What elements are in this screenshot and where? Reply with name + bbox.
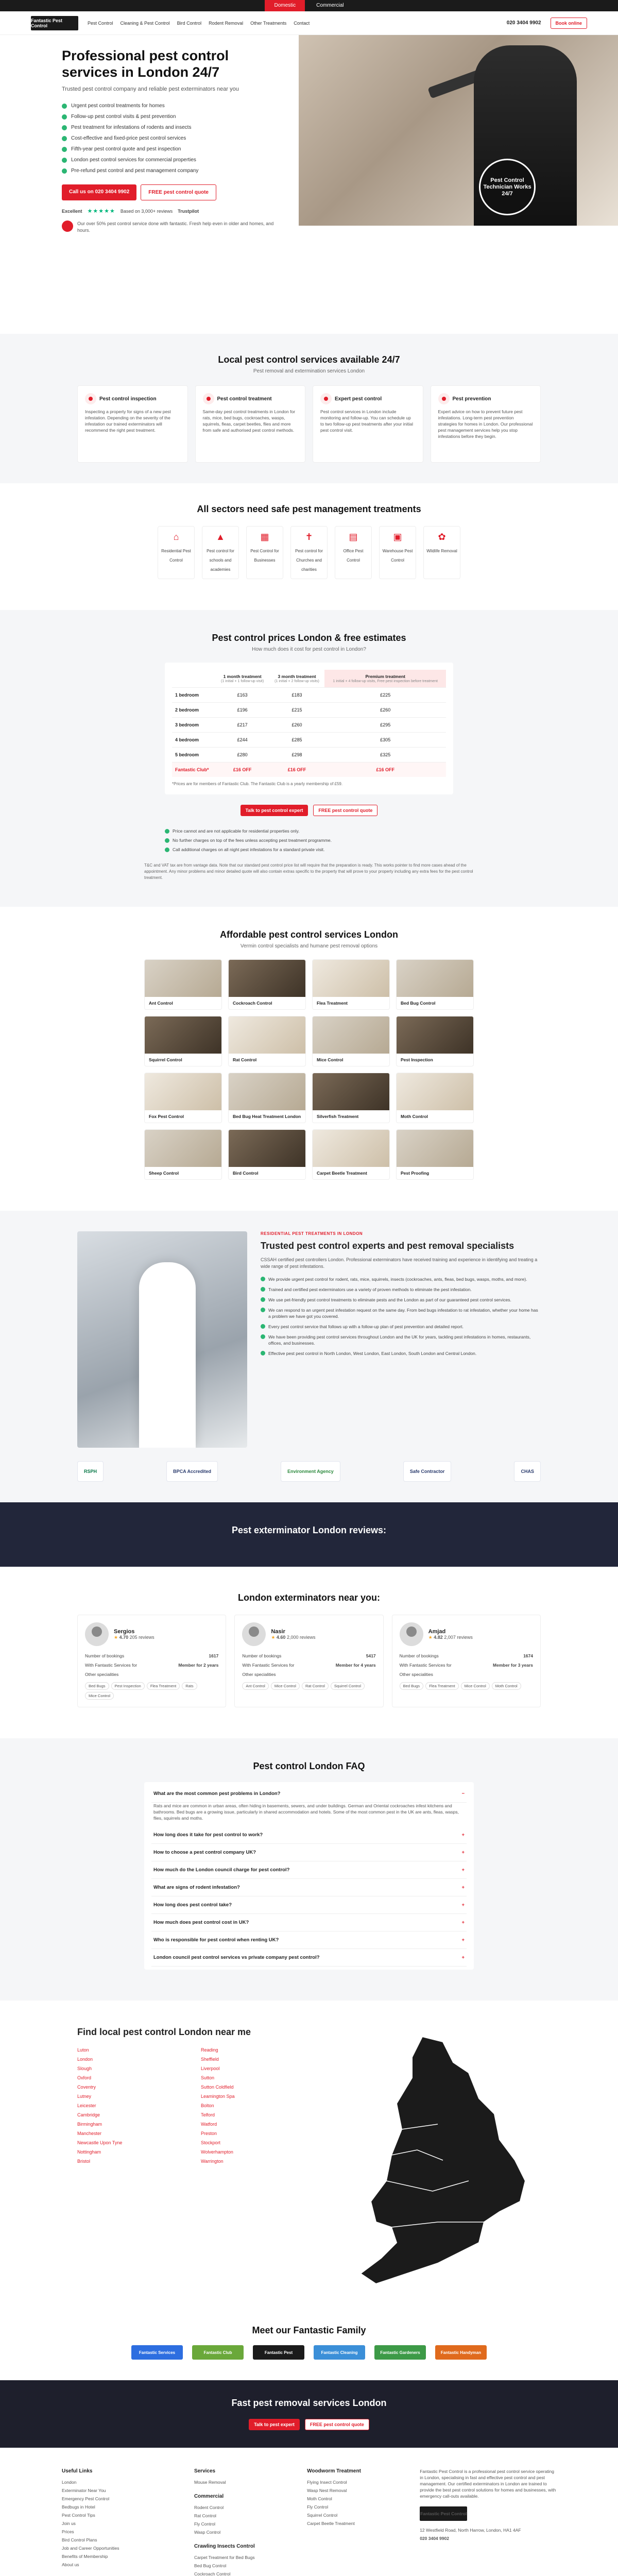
speciality-tag: Bed Bugs <box>85 1682 109 1690</box>
hero-note: Our over 50% pest control service done with fantastic. Fresh help even in older and homes, and hours. <box>62 221 278 234</box>
service-name: Pest Proofing <box>401 1171 430 1176</box>
service-photo <box>145 960 221 997</box>
check-icon <box>62 114 67 120</box>
location-link[interactable]: Stockport <box>201 2140 221 2145</box>
footer-heading: Services <box>194 2468 216 2474</box>
list-item: Effective pest pest control in North London, West London, East London, South London and Central London. <box>261 1348 541 1359</box>
footer-link[interactable]: Bedbugs in Hotel <box>62 2504 95 2510</box>
service-name: Ant Control <box>149 1001 173 1006</box>
avatar <box>85 1622 109 1646</box>
hero-badge: Pest Control Technician Works 24/7 <box>479 159 536 215</box>
footer-link[interactable]: Wasp Control <box>194 2530 221 2535</box>
section-lead: CSSAH certified pest controllers London. Professional exterminators have received training and experience in identifying and treating a wide range of pest infestations. <box>261 1257 538 1269</box>
avatar <box>400 1622 423 1646</box>
speciality-tags <box>85 1682 218 1700</box>
service-photo <box>313 1130 389 1167</box>
service-name: Silverfish Treatment <box>317 1114 359 1119</box>
location-link[interactable]: Lutney <box>77 2094 92 2099</box>
section-title: Pest control prices London & free estimates <box>212 633 406 643</box>
table-row: 1 bedroom £163 £183 £225 <box>172 688 446 703</box>
star-icon: ★ <box>114 1634 118 1640</box>
exterminators-section <box>0 1567 618 1738</box>
speciality-tag: Mice Control <box>271 1682 300 1690</box>
list-item: Call additional charges on all night pest infestations for a standard private visit. <box>165 845 453 854</box>
free-quote-button[interactable]: FREE pest control quote <box>305 2419 369 2430</box>
rsph-logo: RSPH <box>77 1461 104 1482</box>
brand-logo[interactable]: Fantastic Gardeners <box>374 2345 426 2360</box>
section-subtitle: How much does it cost for pest control in London? <box>252 647 366 652</box>
sector-item[interactable]: ⌂ Residential Pest Control <box>158 526 195 579</box>
service-tile[interactable] <box>144 1129 222 1180</box>
location-link[interactable]: London <box>77 2057 93 2062</box>
service-tile[interactable] <box>312 959 390 1010</box>
hero-subtitle: Trusted pest control company and reliable pest exterminators near you <box>62 86 239 92</box>
chas-logo: CHAS <box>514 1461 541 1482</box>
brand-logo[interactable]: Fantastic Club <box>192 2345 244 2360</box>
check-icon <box>62 125 67 130</box>
check-icon <box>261 1351 265 1355</box>
service-tile[interactable] <box>228 1016 306 1066</box>
section-title: Find local pest control London near me <box>77 2027 251 2037</box>
plus-icon: + <box>461 1850 465 1855</box>
rating-stars-icon: ★★★★★ <box>87 208 115 214</box>
section-title: London exterminators near you: <box>237 1592 381 1603</box>
school-icon: ▲ <box>216 532 225 542</box>
speciality-tag: Flea Treatment <box>147 1682 180 1690</box>
book-online-button[interactable]: Book online <box>551 18 588 29</box>
checklist-item: Follow-up pest control visits & pest prevention <box>62 111 278 122</box>
checklist-item: Fifth-year pest control quote and pest inspection <box>62 144 278 155</box>
exterminator-card[interactable]: Sergios ★ 4.70 205 reviews Number of bookings 1617 With Fantastic Services for Member for 2 years Other specialities Bed Bugs Pest Inspection Flea Treatment Rats Mice Control <box>77 1615 226 1707</box>
plus-icon: + <box>461 1955 465 1960</box>
service-name: Sheep Control <box>149 1171 179 1176</box>
house-icon: ⌂ <box>173 532 179 542</box>
footer-link[interactable]: Job and Career Opportunities <box>62 2546 119 2551</box>
footer-link[interactable]: Join us <box>62 2521 76 2526</box>
service-tile[interactable] <box>312 1073 390 1123</box>
speciality-tags <box>242 1682 375 1690</box>
office-icon: ▤ <box>349 532 358 542</box>
reviews-section <box>0 1502 618 1567</box>
list-item: We provide urgent pest control for rodent, rats, mice, squirrels, insects (cockroaches, ants, fleas, bed bugs, wasps, moths, and more). <box>261 1274 541 1284</box>
service-tile[interactable] <box>144 1016 222 1066</box>
speciality-tag: Mice Control <box>461 1682 490 1690</box>
section-tag: RESIDENTIAL PEST TREATMENTS IN LONDON <box>261 1231 363 1236</box>
location-link[interactable]: Preston <box>201 2131 217 2136</box>
treatment-icon <box>203 393 214 404</box>
star-icon: ★ <box>271 1634 276 1640</box>
brand-logo[interactable]: Fantastic Cleaning <box>314 2345 365 2360</box>
section-title: All sectors need safe pest management treatments <box>197 504 421 514</box>
exterminator-name: Amjad <box>428 1628 446 1635</box>
location-link[interactable]: Warrington <box>201 2159 224 2164</box>
plus-icon: + <box>461 1867 465 1873</box>
footer-link[interactable]: Benefits of Membership <box>62 2554 108 2559</box>
plus-icon: + <box>461 1937 465 1943</box>
england-map-shape <box>314 2026 541 2294</box>
footer-link[interactable]: Emergency Pest Control <box>62 2496 110 2501</box>
service-photo <box>313 1073 389 1110</box>
call-button[interactable]: Call us on 020 3404 9902 <box>62 184 136 200</box>
checklist-item: Pest treatment for infestations of rodents and insects <box>62 122 278 133</box>
brand-logo[interactable]: Fantastic Services <box>131 2345 183 2360</box>
service-tile[interactable] <box>228 1129 306 1180</box>
check-icon <box>62 147 67 152</box>
exterminator-name: Nasir <box>271 1628 285 1635</box>
service-name: Moth Control <box>401 1114 428 1119</box>
section-subtitle: Vermin control specialists and humane pest removal options <box>240 943 378 949</box>
service-tile[interactable] <box>228 1073 306 1123</box>
check-icon <box>165 838 169 843</box>
service-name: Flea Treatment <box>317 1001 348 1006</box>
exterminator-card[interactable]: Nasir ★ 4.60 2,000 reviews Number of bookings 5417 With Fantastic Services for Member for 4 years Other specialities Ant Control Mice Control Rat Control Squirrel Control <box>234 1615 383 1707</box>
family-section <box>0 2315 618 2380</box>
table-row: 5 bedroom £280 £298 £325 <box>172 748 446 762</box>
info-icon <box>62 221 73 232</box>
faq-item[interactable]: How to choose a pest control company UK? + <box>151 1844 467 1861</box>
service-photo <box>145 1016 221 1054</box>
hero-image <box>299 35 618 226</box>
location-link[interactable]: Bolton <box>201 2103 214 2108</box>
section-title: Trusted pest control experts and pest removal specialists <box>261 1241 514 1251</box>
faq-item[interactable]: Who is responsible for pest control when renting UK? + <box>151 1931 467 1949</box>
list-item: We use pet-friendly pest control treatments to eliminate pests and the London as part of our guaranteed pest control services. <box>261 1295 541 1305</box>
check-icon <box>62 158 67 163</box>
service-name: Pest Inspection <box>401 1057 433 1062</box>
plus-icon: + <box>461 1902 465 1908</box>
nav-item[interactable]: Pest Control <box>88 20 113 26</box>
footer-address: 12 Westfield Road, North Harrow, London, HA1 4AF <box>420 2528 521 2533</box>
service-photo <box>229 960 305 997</box>
footer-link[interactable]: Bird Control Plans <box>62 2537 97 2543</box>
service-card: Pest prevention Expert advice on how to prevent future pest infestations. Long-term pest prevention strategies for homes in London. Our professional pest management services help you stop infestations before they begin. <box>431 385 541 463</box>
check-icon <box>261 1334 265 1339</box>
faq-section <box>0 1738 618 2001</box>
plus-icon: + <box>461 1832 465 1838</box>
location-link[interactable]: Wolverhampton <box>201 2149 233 2155</box>
star-icon: ★ <box>428 1634 433 1640</box>
section-subtitle: Pest removal and extermination services London <box>253 368 365 374</box>
footer-phone[interactable]: 020 3404 9902 <box>420 2536 449 2541</box>
table-row: 4 bedroom £244 £285 £305 <box>172 733 446 748</box>
speciality-tag: Squirrel Control <box>331 1682 365 1690</box>
talk-expert-button[interactable]: Talk to pest control expert <box>241 805 308 816</box>
check-icon <box>261 1297 265 1302</box>
shop-icon: ▦ <box>260 532 269 542</box>
tab-domestic[interactable]: Domestic <box>265 0 305 11</box>
location-link[interactable]: Cambridge <box>77 2112 100 2117</box>
column-header: 3 month treatment (1 initial + 2 follow-up visits) <box>274 674 319 683</box>
trustpilot-widget[interactable]: Excellent ★★★★★ Based on 3,000+ reviews Trustpilot <box>62 208 199 214</box>
church-icon: ✝ <box>305 532 313 542</box>
exterminator-name: Sergios <box>114 1628 135 1635</box>
section-title: Affordable pest control services London <box>219 929 399 940</box>
plus-icon: + <box>461 1920 465 1925</box>
environment-agency-logo: Environment Agency <box>281 1461 340 1482</box>
footer-link[interactable]: Wasp Nest Removal <box>307 2488 347 2493</box>
service-photo <box>397 960 473 997</box>
footer-logo[interactable]: Fantastic Pest Control <box>420 2506 467 2521</box>
talk-expert-button[interactable]: Talk to pest expert <box>249 2419 300 2430</box>
footer-link[interactable]: Cockroach Control <box>194 2571 231 2576</box>
price-table <box>172 670 446 777</box>
faq-item[interactable]: London council pest control services vs private company pest control? + <box>151 1949 467 1967</box>
check-icon <box>261 1324 265 1329</box>
find-local-section <box>0 2001 618 2315</box>
location-link[interactable]: Birmingham <box>77 2122 102 2127</box>
footer-link[interactable]: Prices <box>62 2529 74 2534</box>
footer-link[interactable]: Carpet Treatment for Bed Bugs <box>194 2555 255 2560</box>
footer-link[interactable]: Exterminator Near You <box>62 2488 106 2493</box>
table-row: 2 bedroom £196 £215 £260 <box>172 703 446 718</box>
column-header: Premium treatment 1 initial + 4 follow-up visits, Free pest inspection before treatment <box>324 670 446 688</box>
location-link[interactable]: Nottingham <box>77 2149 101 2155</box>
header-phone[interactable]: 020 3404 9902 <box>506 20 541 26</box>
nav-item[interactable]: Other Treatments <box>250 20 287 26</box>
footer-link[interactable]: Squirrel Control <box>307 2513 338 2518</box>
hero-title: Professional pest control services in London 24/7 <box>62 48 229 80</box>
footer-heading: Commercial <box>194 2494 224 2499</box>
service-tile[interactable] <box>144 1073 222 1123</box>
location-link[interactable]: Manchester <box>77 2131 102 2136</box>
check-icon <box>62 104 67 109</box>
service-photo <box>229 1130 305 1167</box>
list-item: We have been providing pest control services throughout London and the UK for years, tackling pest infestations in homes, restaurants, offices, and businesses. <box>261 1332 541 1348</box>
location-link[interactable]: Telford <box>201 2112 215 2117</box>
faq-answer: Rats and mice are common in urban areas, often hiding in basements, sewers, and under buildings. German and Oriental cockroaches infest kitchens and bathrooms. Bed bugs are a growing issue, particularly in shared accommodation and hotels. Some of the most common pest in the UK are ants, fleas, wasps, flies, squirrels and moths. <box>153 1803 459 1821</box>
bpca-logo: BPCA Accredited <box>166 1461 218 1482</box>
service-photo <box>229 1016 305 1054</box>
sector-item[interactable]: ✿ Wildlife Removal <box>423 526 460 579</box>
nav-item[interactable]: Rodent Removal <box>209 20 244 26</box>
free-quote-button[interactable]: FREE pest control quote <box>313 805 377 816</box>
section-title: Local pest control services available 24/7 <box>218 354 400 365</box>
service-name: Squirrel Control <box>149 1057 182 1062</box>
trusted-list <box>261 1274 541 1359</box>
checklist-item: Pre-refund pest control and pest management company <box>62 165 278 176</box>
service-card: Pest control treatment Same-day pest control treatments in London for rats, mice, bed bugs, cockroaches, wasps, squirrels, fleas, carpet beetles, flies and more from safe and authorised pest control methods. <box>195 385 306 463</box>
table-row-club: Fantastic Club* £16 OFF £16 OFF £16 OFF <box>172 762 446 777</box>
location-link[interactable]: Luton <box>77 2047 89 2053</box>
avatar <box>242 1622 266 1646</box>
service-tile[interactable] <box>144 959 222 1010</box>
footer-link[interactable]: Fly Control <box>194 2521 216 2527</box>
location-link[interactable]: Sheffield <box>201 2057 219 2062</box>
footer-link[interactable]: Bed Bug Control <box>194 2563 227 2568</box>
faq-item[interactable]: How long does it take for pest control to work? + <box>151 1826 467 1844</box>
sector-item[interactable]: ▦ Pest Control for Businesses <box>246 526 283 579</box>
service-tile[interactable] <box>396 1129 474 1180</box>
footer-link[interactable]: Mouse Removal <box>194 2480 226 2485</box>
service-name: Bed Bug Control <box>401 1001 436 1006</box>
check-icon <box>261 1308 265 1312</box>
sector-item[interactable]: ✝ Pest control for Churches and charities <box>290 526 328 579</box>
nav-item[interactable]: Contact <box>294 20 310 26</box>
site-header <box>0 11 618 35</box>
service-photo <box>397 1016 473 1054</box>
speciality-tag: Bed Bugs <box>400 1682 424 1690</box>
wildlife-icon: ✿ <box>438 532 446 542</box>
checklist-item: Cost-effective and fixed-price pest control services <box>62 133 278 144</box>
footer-link[interactable]: Flying Insect Control <box>307 2480 347 2485</box>
location-link[interactable]: Bristol <box>77 2159 91 2164</box>
top-bar <box>0 0 618 11</box>
hero-section <box>0 35 618 334</box>
check-icon <box>62 168 67 174</box>
sector-item[interactable]: ▣ Warehouse Pest Control <box>379 526 416 579</box>
price-note: *Prices are for members of Fantastic Club. The Fantastic Club is a yearly membership of £59. <box>172 782 343 786</box>
uk-map <box>314 2026 541 2294</box>
footer-about: Fantastic Pest Control is a professional pest control service operating in London, specialising in fast and effective pest control and pest management. Our certified exterminators in London are trained to provide the best pest control solutions for homes and businesses, with emergency call-outs available. <box>420 2469 556 2499</box>
check-icon <box>165 848 169 852</box>
location-link[interactable]: Slough <box>77 2066 92 2071</box>
location-link[interactable]: Oxford <box>77 2075 92 2080</box>
list-item: We can respond to an urgent pest infestation request on the same day. From bed bugs infestation to rat infestation, whether your home has a problem we have got you covered. <box>261 1305 541 1321</box>
footer-link[interactable]: Pest Control Tips <box>62 2513 95 2518</box>
service-tile[interactable] <box>228 959 306 1010</box>
speciality-tag: Rats <box>182 1682 197 1690</box>
speciality-tags <box>400 1682 533 1690</box>
list-item: Price cannot and are not applicable for residential properties only. <box>165 826 453 836</box>
service-photo <box>313 960 389 997</box>
service-name: Mice Control <box>317 1057 344 1062</box>
tab-commercial[interactable]: Commercial <box>316 3 344 8</box>
speciality-tag: Ant Control <box>242 1682 269 1690</box>
local-services-section <box>0 334 618 483</box>
location-link[interactable]: Coventry <box>77 2084 96 2090</box>
prices-section <box>0 610 618 907</box>
service-photo <box>229 1073 305 1110</box>
service-tile[interactable] <box>396 959 474 1010</box>
trusted-section <box>0 1211 618 1502</box>
protective-suit-shape <box>139 1262 196 1448</box>
footer-link[interactable]: Carpet Beetle Treatment <box>307 2521 355 2526</box>
list-item: Every pest control service that follows up with a follow-up plan of pest prevention and detailed report. <box>261 1321 541 1332</box>
footer-link[interactable]: Moth Control <box>307 2496 332 2501</box>
faq-item[interactable]: How much does pest control cost in UK? + <box>151 1914 467 1931</box>
service-name: Fox Pest Control <box>149 1114 184 1119</box>
faq-item-open[interactable]: What are the most common pest problems in London? − Rats and mice are common in urban areas, often hiding in basements, sewers, and under buildings. German and Oriental cockroaches infest kitchens and bathrooms. Bed bugs are a growing issue, particularly in shared accommodation and hotels. Some of the most common pest in the UK are ants, fleas, wasps, flies, squirrels and moths. <box>151 1785 467 1826</box>
service-card: Expert pest control Pest control services in London include monitoring and follow-up. You can schedule up to two follow-up pest treatments after your initial pest control visit. <box>313 385 423 463</box>
speciality-tag: Flea Treatment <box>425 1682 458 1690</box>
technician-photo <box>77 1231 247 1448</box>
list-item: Trained and certified pest exterminators use a variety of proven methods to eliminate the pest infestation. <box>261 1284 541 1295</box>
check-icon <box>261 1287 265 1292</box>
nav-item[interactable]: Bird Control <box>177 20 202 26</box>
price-disclaimer: T&C and VAT tax are from vantage data. Note that our standard pest control price list will require that the preparation is ready. This works pointer to find more cases ahead of the appointment. Any minor problems and minor detailed quote will also contain extras specific to the property that will prove to your property including any extra fees for the pest control treatment. <box>144 863 473 880</box>
location-link[interactable]: Newcastle Upon Tyne <box>77 2140 123 2145</box>
expert-icon <box>320 393 332 404</box>
location-link[interactable]: Liverpool <box>201 2066 220 2071</box>
main-nav <box>88 21 497 26</box>
price-bullets <box>165 826 453 854</box>
speciality-tag: Moth Control <box>492 1682 521 1690</box>
service-tile[interactable] <box>396 1073 474 1123</box>
service-tile[interactable] <box>396 1016 474 1066</box>
sector-item[interactable]: ▲ Pest control for schools and academies <box>202 526 239 579</box>
location-link[interactable]: Leicester <box>77 2103 96 2108</box>
service-name: Rat Control <box>233 1057 257 1062</box>
free-quote-button[interactable]: FREE pest control quote <box>141 184 216 200</box>
section-title: Meet our Fantastic Family <box>252 2325 366 2335</box>
service-name: Bird Control <box>233 1171 259 1176</box>
faq-item[interactable]: How much do the London council charge for pest control? + <box>151 1861 467 1879</box>
service-photo <box>145 1073 221 1110</box>
footer-heading: Woodworm Treatment <box>307 2468 361 2474</box>
speciality-tag: Pest Inspection <box>111 1682 145 1690</box>
speciality-tag: Rat Control <box>302 1682 329 1690</box>
nav-item[interactable]: Cleaning & Pest Control <box>120 20 170 26</box>
cta-section <box>0 2380 618 2448</box>
hero-checklist <box>62 100 278 176</box>
footer-link[interactable]: London <box>62 2480 77 2485</box>
check-icon <box>261 1277 265 1281</box>
location-link[interactable]: Sutton Coldfield <box>201 2084 234 2090</box>
section-title: Pest exterminator London reviews: <box>231 1525 387 1535</box>
checklist-item: London pest control services for commercial properties <box>62 155 278 165</box>
service-photo <box>313 1016 389 1054</box>
safecontractor-logo: Safe Contractor <box>403 1461 452 1482</box>
cta-title: Fast pest removal services London <box>231 2398 387 2408</box>
brand-logo[interactable]: Fantastic Pest <box>253 2345 304 2360</box>
site-logo[interactable]: Fantastic Pest Control <box>31 16 78 30</box>
section-title: Pest control London FAQ <box>253 1761 365 1771</box>
minus-icon: − <box>461 1791 465 1797</box>
sectors-section <box>0 483 618 610</box>
service-name: Cockroach Control <box>233 1001 272 1006</box>
service-tile[interactable] <box>312 1129 390 1180</box>
column-header: 1 month treatment (1 initial + 1 follow-up visit) <box>221 674 264 683</box>
location-link[interactable]: Reading <box>201 2047 218 2053</box>
list-item: No further charges on top of the fees unless accepting pest treatment programme. <box>165 836 453 845</box>
location-link[interactable]: Leamington Spa <box>201 2094 235 2099</box>
services-section <box>0 907 618 1211</box>
service-photo <box>397 1073 473 1110</box>
service-photo <box>397 1130 473 1167</box>
location-link[interactable]: Watford <box>201 2122 217 2127</box>
speciality-tag: Mice Control <box>85 1692 114 1700</box>
check-icon <box>165 829 169 834</box>
warehouse-icon: ▣ <box>393 532 402 542</box>
faq-item[interactable]: What are signs of rodent infestation? + <box>151 1879 467 1896</box>
faq-item[interactable]: How long does pest control take? + <box>151 1896 467 1914</box>
exterminator-card[interactable]: Amjad ★ 4.82 2,007 reviews Number of bookings 1674 With Fantastic Services for Member for 3 years Other specialities Bed Bugs Flea Treatment Mice Control Moth Control <box>392 1615 541 1707</box>
footer-heading: Crawling Insects Control <box>194 2544 255 2549</box>
prevention-icon <box>438 393 450 404</box>
table-row: 3 bedroom £217 £260 £295 <box>172 718 446 733</box>
brand-logo[interactable]: Fantastic Handyman <box>435 2345 487 2360</box>
inspection-icon <box>85 393 96 404</box>
accreditation-logos <box>77 1461 541 1482</box>
sector-item[interactable]: ▤ Office Pest Control <box>335 526 372 579</box>
plus-icon: + <box>461 1885 465 1890</box>
service-card: Pest control inspection Inspecting a property for signs of a new pest infestation. Depending on the severity of the infestation our trained exterminators will recommend the right pest treatment. <box>77 385 188 463</box>
service-name: Carpet Beetle Treatment <box>317 1171 367 1176</box>
service-name: Bed Bug Heat Treatment London <box>233 1114 301 1119</box>
checklist-item: Urgent pest control treatments for homes <box>62 100 278 111</box>
service-tile[interactable] <box>312 1016 390 1066</box>
service-photo <box>145 1130 221 1167</box>
check-icon <box>62 136 67 141</box>
footer-link[interactable]: About us <box>62 2562 79 2567</box>
footer-heading: Useful Links <box>62 2468 93 2474</box>
footer-link[interactable]: Fly Control <box>307 2504 329 2510</box>
footer-link[interactable]: Rodent Control <box>194 2505 224 2510</box>
location-link[interactable]: Sutton <box>201 2075 215 2080</box>
footer-link[interactable]: Rat Control <box>194 2513 216 2518</box>
site-footer <box>0 2448 618 2576</box>
